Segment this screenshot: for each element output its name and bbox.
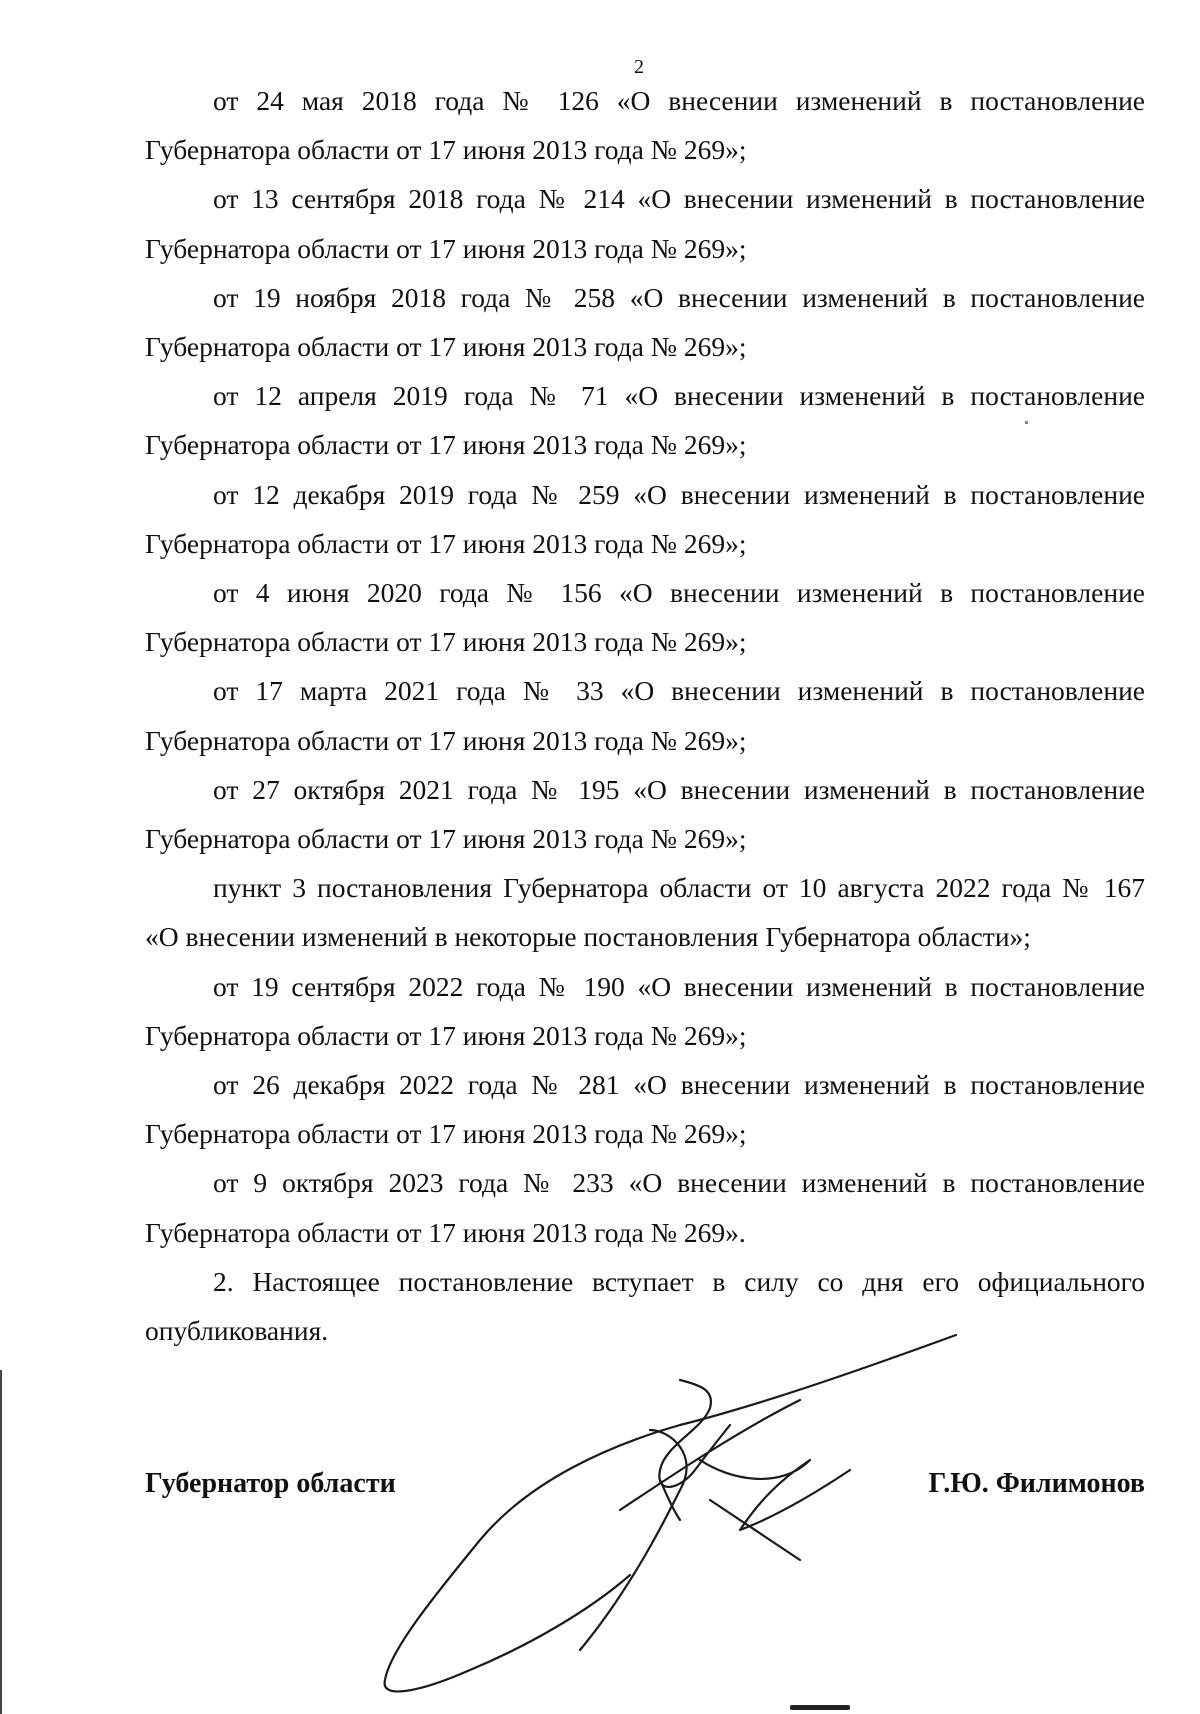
list-item-continuation: Губернатора области от 17 июня 2013 года № 269»;: [145, 429, 747, 461]
list-item-first-line: от 19 сентября 2022 года № 190 «О внесении изменений в постановление: [213, 970, 1145, 1002]
list-item-continuation: Губернатора области от 17 июня 2013 года № 269».: [145, 1216, 746, 1248]
list-item-first-line: от 12 декабря 2019 года № 259 «О внесении изменений в постановление: [213, 478, 1145, 510]
list-item: [145, 174, 1145, 272]
list-item-continuation: Губернатора области от 17 июня 2013 года № 269»;: [145, 134, 747, 166]
scan-dust-dot: [1025, 421, 1028, 424]
list-item-first-line: от 27 октября 2021 года № 195 «О внесении изменений в постановление: [213, 773, 1145, 805]
list-item-continuation: «О внесении изменений в некоторые постановления Губернатора области»;: [145, 921, 1031, 953]
list-item: [145, 568, 1145, 666]
list-item: [145, 1158, 1145, 1256]
signatory-title: Губернатор области: [145, 1468, 396, 1499]
list-item: [145, 371, 1145, 469]
list-item-first-line: от 19 ноября 2018 года № 258 «О внесении изменений в постановление: [213, 281, 1145, 313]
page-number: 2: [634, 56, 644, 78]
list-item-continuation: Губернатора области от 17 июня 2013 года № 269»;: [145, 724, 747, 756]
list-item-continuation: Губернатора области от 17 июня 2013 года № 269»;: [145, 527, 747, 559]
list-item-continuation: Губернатора области от 17 июня 2013 года № 269»;: [145, 1019, 747, 1051]
signatory-name: Г.Ю. Филимонов: [928, 1468, 1145, 1499]
list-item: [145, 765, 1145, 863]
list-item-first-line: пункт 3 постановления Губернатора области от 10 августа 2022 года № 167: [213, 872, 1145, 904]
list-item: [145, 1060, 1145, 1158]
list-item-continuation: Губернатора области от 17 июня 2013 года № 269»;: [145, 1118, 747, 1150]
clause-continuation: опубликования.: [145, 1315, 329, 1347]
list-item-continuation: Губернатора области от 17 июня 2013 года № 269»;: [145, 331, 747, 363]
list-item-first-line: от 17 марта 2021 года № 33 «О внесении изменений в постановление: [213, 675, 1145, 707]
list-item: [145, 76, 1145, 174]
list-item-first-line: от 12 апреля 2019 года № 71 «О внесении изменений в постановление: [213, 380, 1145, 412]
list-item-first-line: от 24 мая 2018 года № 126 «О внесении изменений в постановление: [213, 85, 1145, 116]
list-item-continuation: Губернатора области от 17 июня 2013 года № 269»;: [145, 626, 747, 658]
list-item-continuation: Губернатора области от 17 июня 2013 года № 269»;: [145, 823, 747, 855]
list-item: [145, 470, 1145, 568]
list-item: [145, 863, 1145, 961]
list-item-first-line: от 9 октября 2023 года № 233 «О внесении изменений в постановление: [213, 1167, 1145, 1199]
handwritten-signature: [380, 1330, 980, 1700]
amendments-list: [145, 76, 1145, 1355]
list-item: [145, 666, 1145, 764]
list-item: [145, 962, 1145, 1060]
list-item-continuation: Губернатора области от 17 июня 2013 года № 269»;: [145, 232, 747, 264]
scan-edge-line: [0, 1370, 2, 1714]
clause-first-line: 2. Настоящее постановление вступает в силу со дня его официального: [213, 1265, 1145, 1297]
scan-bottom-mark: [790, 1705, 850, 1710]
list-item-first-line: от 13 сентября 2018 года № 214 «О внесении изменений в постановление: [213, 183, 1145, 215]
list-item: [145, 273, 1145, 371]
list-item-first-line: от 26 декабря 2022 года № 281 «О внесении изменений в постановление: [213, 1069, 1145, 1101]
list-item-first-line: от 4 июня 2020 года № 156 «О внесении изменений в постановление: [213, 577, 1145, 609]
